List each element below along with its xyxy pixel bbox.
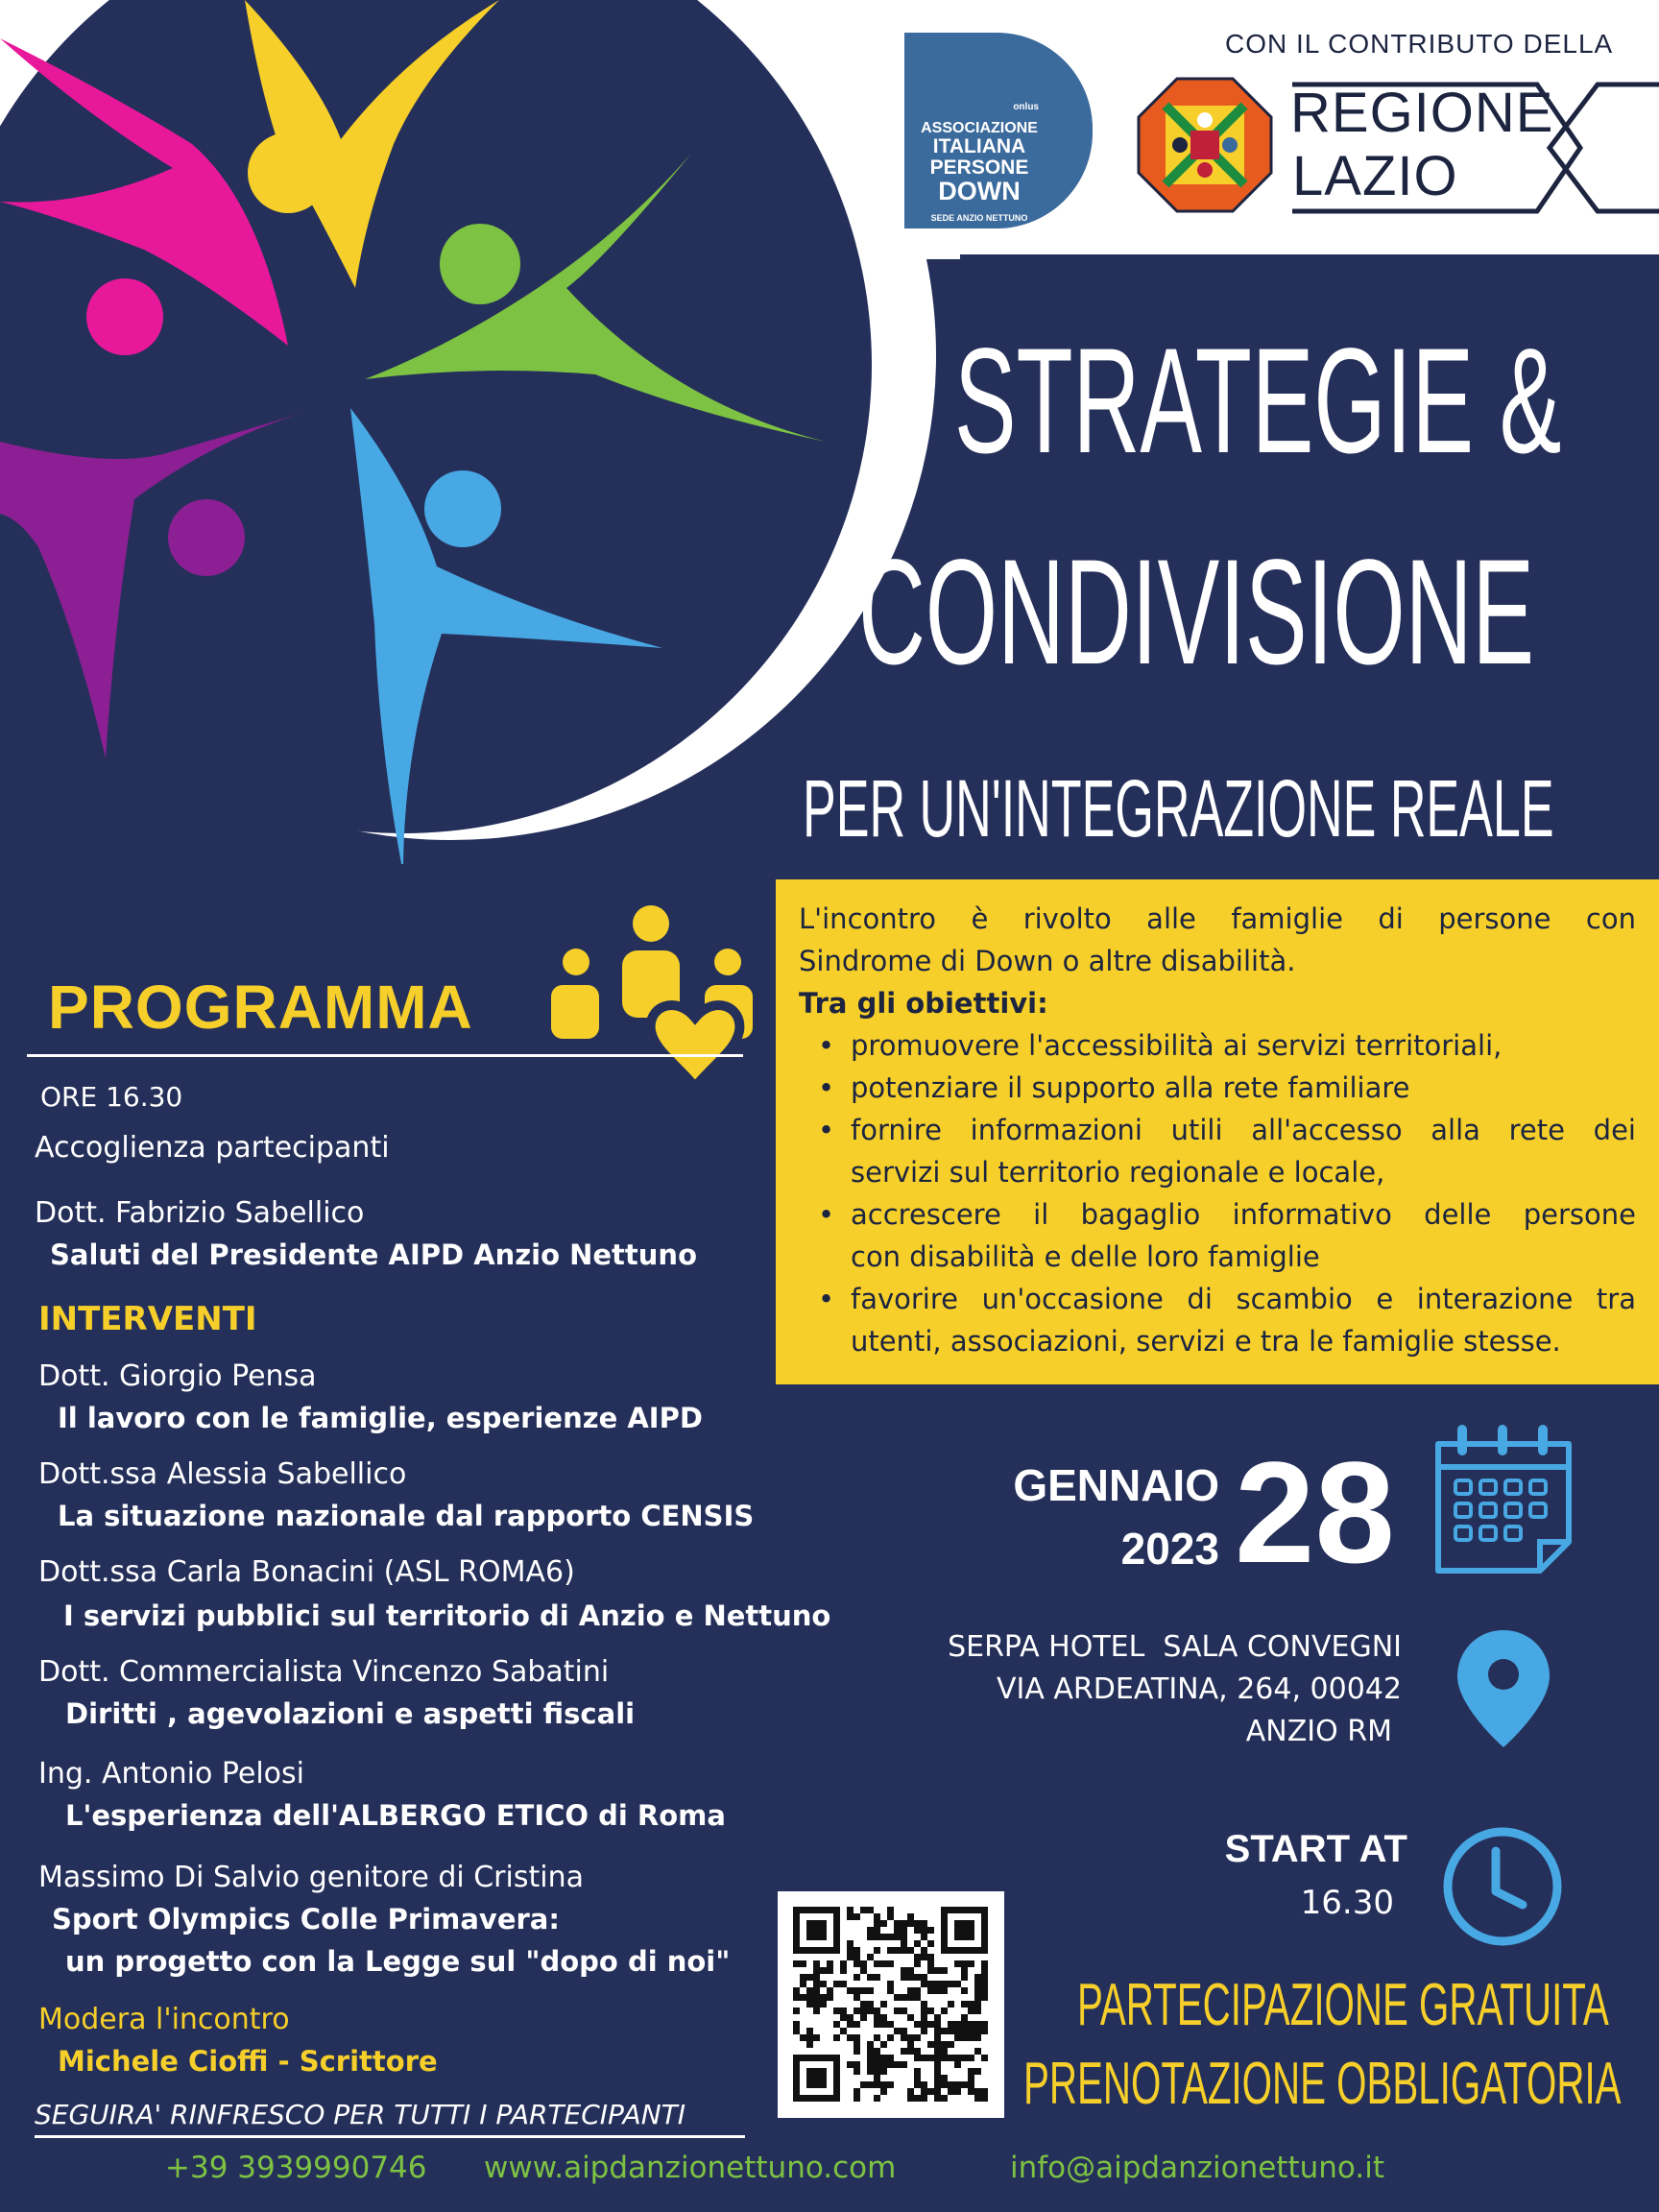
- participation-free: PARTECIPAZIONE GRATUITA: [1077, 1972, 1609, 2038]
- regione-lazio-emblem: [1137, 77, 1273, 213]
- figures-circle: [0, 0, 960, 864]
- objective-line: servizi sul territorio regionale e locale,: [851, 1156, 1385, 1189]
- speaker-talk: Diritti , agevolazioni e aspetti fiscali: [65, 1697, 636, 1730]
- programma-underline: [27, 1054, 743, 1057]
- interventi-label: INTERVENTI: [38, 1300, 257, 1338]
- info-intro-2: Sindrome di Down o altre disabilità.: [799, 945, 1296, 977]
- footer-website[interactable]: www.aipdanzionettuno.com: [484, 2151, 897, 2185]
- booking-required: PRENOTAZIONE OBBLIGATORIA: [1023, 2051, 1622, 2117]
- speaker-name: Dott.ssa Carla Bonacini (ASL ROMA6): [38, 1555, 575, 1589]
- aipd-line2: ITALIANA: [932, 135, 1026, 157]
- bullet-dot: •: [818, 1198, 835, 1231]
- bullet-dot: •: [818, 1029, 835, 1062]
- contributo-text: CON IL CONTRIBUTO DELLA: [1225, 29, 1614, 59]
- aipd-line3: PERSONE: [929, 156, 1029, 179]
- event-year: 2023: [1120, 1524, 1219, 1574]
- objective-line: con disabilità e delle loro famiglie: [851, 1240, 1320, 1273]
- program-time: ORE 16.30: [40, 1081, 183, 1113]
- objective-line: fornire informazioni utili all'accesso alla rete dei: [851, 1114, 1636, 1146]
- speaker-name: Dott.ssa Alessia Sabellico: [38, 1457, 407, 1491]
- venue-line3: ANZIO RM: [1245, 1715, 1392, 1748]
- closing-note: SEGUIRA' RINFRESCO PER TUTTI I PARTECIPANTI: [35, 2099, 686, 2130]
- objective-line: utenti, associazioni, servizi e tra le famiglie stesse.: [851, 1325, 1561, 1358]
- program-welcome: Accoglienza partecipanti: [35, 1131, 390, 1165]
- event-month: GENNAIO: [1013, 1460, 1219, 1510]
- footer-email[interactable]: info@aipdanzionettuno.it: [1010, 2151, 1384, 2185]
- objective-line: favorire un'occasione di scambio e interazione tra: [851, 1283, 1636, 1315]
- objectives-heading: Tra gli obiettivi:: [799, 987, 1048, 1020]
- info-intro-1: L'incontro è rivolto alle famiglie di persone con: [799, 902, 1636, 935]
- speaker-name: Massimo Di Salvio genitore di Cristina: [38, 1861, 584, 1894]
- speaker-talk: L'esperienza dell'ALBERGO ETICO di Roma: [65, 1799, 726, 1832]
- aipd-onlus: onlus: [1013, 102, 1039, 112]
- people-icon: [551, 902, 762, 1094]
- president-talk: Saluti del Presidente AIPD Anzio Nettuno: [50, 1238, 697, 1271]
- bullet-dot: •: [818, 1071, 835, 1104]
- objective-line: promuovere l'accessibilità ai servizi territoriali,: [851, 1029, 1503, 1062]
- speaker-talk: I servizi pubblici sul territorio di Anzio e Nettuno: [63, 1599, 831, 1632]
- subtitle: PER UN'INTEGRAZIONE REALE: [803, 763, 1554, 854]
- regione-line1: REGIONE: [1290, 82, 1554, 144]
- objective-line: potenziare il supporto alla rete familiare: [851, 1071, 1410, 1104]
- aipd-sede: SEDE ANZIO NETTUNO: [930, 213, 1028, 223]
- start-time: 16.30: [1300, 1884, 1394, 1922]
- event-day: 28: [1235, 1431, 1395, 1593]
- venue-line1: SERPA HOTEL SALA CONVEGNI: [948, 1630, 1402, 1664]
- bullet-dot: •: [818, 1283, 835, 1315]
- regione-line2: LAZIO: [1292, 145, 1458, 207]
- programma-title: PROGRAMMA: [48, 973, 473, 1042]
- moderator-name: Michele Cioffi - Scrittore: [58, 2045, 438, 2078]
- title-line1: STRATEGIE &: [954, 318, 1562, 485]
- title-line2: CONDIVISIONE: [858, 529, 1535, 696]
- aipd-logo: [904, 33, 1093, 228]
- aipd-line4: DOWN: [938, 177, 1021, 205]
- venue-line2: VIA ARDEATINA, 264, 00042: [996, 1672, 1402, 1706]
- location-pin-icon: [1454, 1626, 1553, 1751]
- speaker-talk: Sport Olympics Colle Primavera:: [52, 1903, 560, 1936]
- speaker-name: Dott. Commercialista Vincenzo Sabatini: [38, 1655, 610, 1689]
- speaker-talk-2: un progetto con la Legge sul "dopo di noi": [65, 1945, 731, 1978]
- president-name: Dott. Fabrizio Sabellico: [35, 1196, 365, 1230]
- speaker-name: Ing. Antonio Pelosi: [38, 1757, 305, 1791]
- qr-code[interactable]: [778, 1891, 1004, 2118]
- closing-underline: [35, 2135, 745, 2138]
- speaker-talk: Il lavoro con le famiglie, esperienze AIPD: [58, 1402, 703, 1434]
- speaker-talk: La situazione nazionale dal rapporto CENSIS: [58, 1500, 755, 1532]
- footer-phone[interactable]: +39 3939990746: [165, 2151, 427, 2185]
- aipd-line1: ASSOCIAZIONE: [921, 120, 1038, 136]
- bullet-dot: •: [818, 1114, 835, 1146]
- moderator-label: Modera l'incontro: [38, 2003, 290, 2036]
- calendar-icon: [1429, 1417, 1578, 1578]
- objective-line: accrescere il bagaglio informativo delle persone: [851, 1198, 1636, 1231]
- speaker-name: Dott. Giorgio Pensa: [38, 1359, 317, 1393]
- start-label: START AT: [1224, 1828, 1407, 1870]
- clock-icon: [1440, 1824, 1565, 1949]
